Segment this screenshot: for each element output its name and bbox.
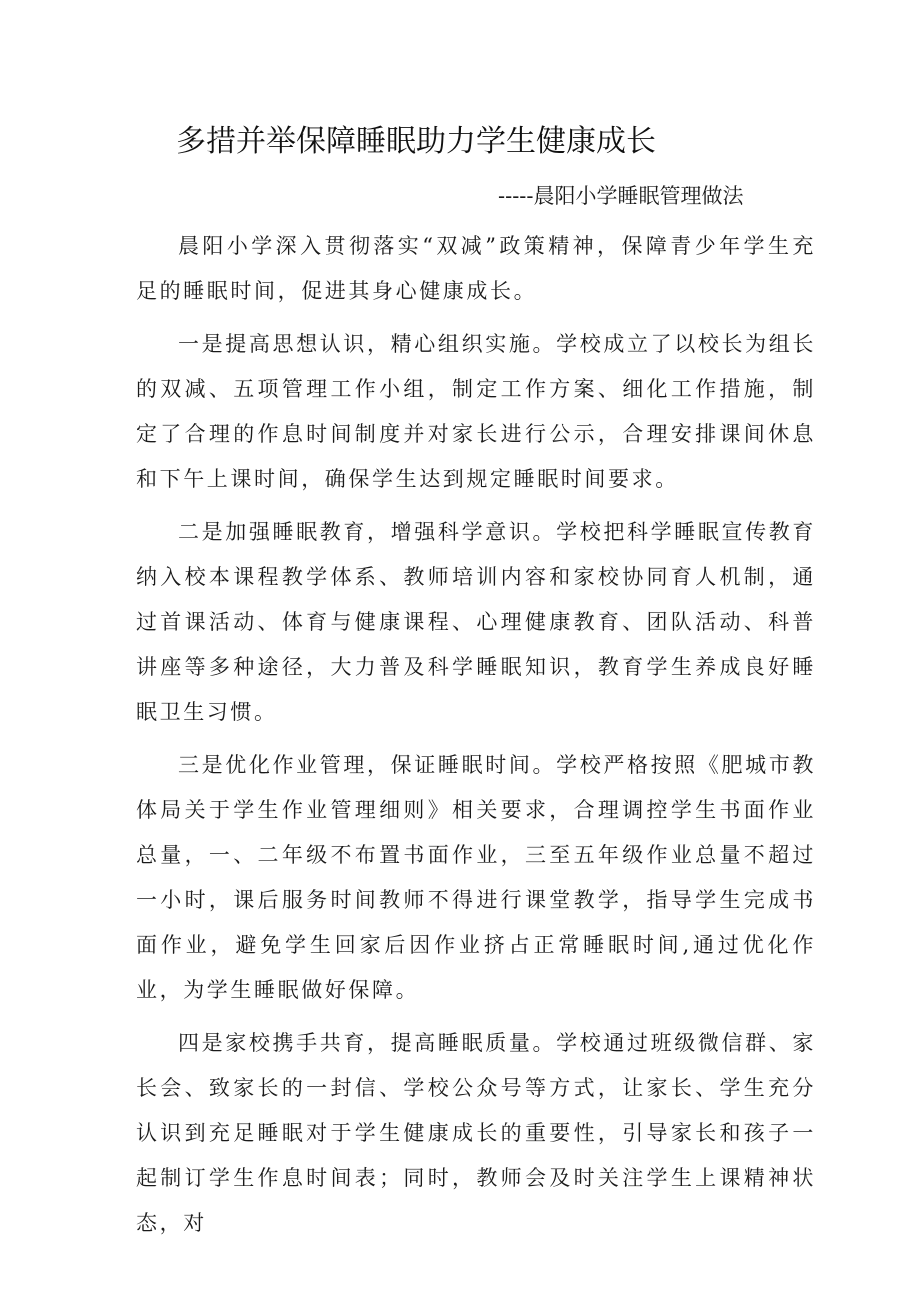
paragraph-intro: 晨阳小学深入贯彻落实“双减”政策精神，保障青少年学生充足的睡眠时间，促进其身心健康成长。: [136, 234, 816, 303]
paragraph-one: 一是提高思想认识，精心组织实施。学校成立了以校长为组长的双减、五项管理工作小组，制定工作方案、细化工作措施，制定了合理的作息时间制度并对家长进行公示，合理安排课间休息和下午上课时间，确保学生达到规定睡眠时间要求。: [136, 332, 816, 491]
document-title: 多措并举保障睡眠助力学生健康成长: [176, 124, 656, 159]
paragraph-four: 四是家校携手共育，提高睡眠质量。学校通过班级微信群、家长会、致家长的一封信、学校公众号等方式，让家长、学生充分认识到充足睡眠对于学生健康成长的重要性，引导家长和孩子一起制订学生作息时间表；同时，教师会及时关注学生上课精神状态，对: [136, 1031, 816, 1235]
paragraph-two: 二是加强睡眠教育，增强科学意识。学校把科学睡眠宣传教育纳入校本课程教学体系、教师培训内容和家校协同育人机制，通过首课活动、体育与健康课程、心理健康教育、团队活动、科普讲座等多种途径，大力普及科学睡眠知识，教育学生养成良好睡眠卫生习惯。: [136, 520, 816, 724]
paragraph-three: 三是优化作业管理，保证睡眠时间。学校严格按照《肥城市教体局关于学生作业管理细则》相关要求，合理调控学生书面作业总量，一、二年级不布置书面作业，三至五年级作业总量不超过一小时，课后服务时间教师不得进行课堂教学，指导学生完成书面作业，避免学生回家后因作业挤占正常睡眠时间,通过优化作业，为学生睡眠做好保障。: [136, 753, 816, 1002]
document-body: [136, 224, 816, 1254]
document-subtitle: -----晨阳小学睡眠管理做法: [498, 184, 744, 208]
